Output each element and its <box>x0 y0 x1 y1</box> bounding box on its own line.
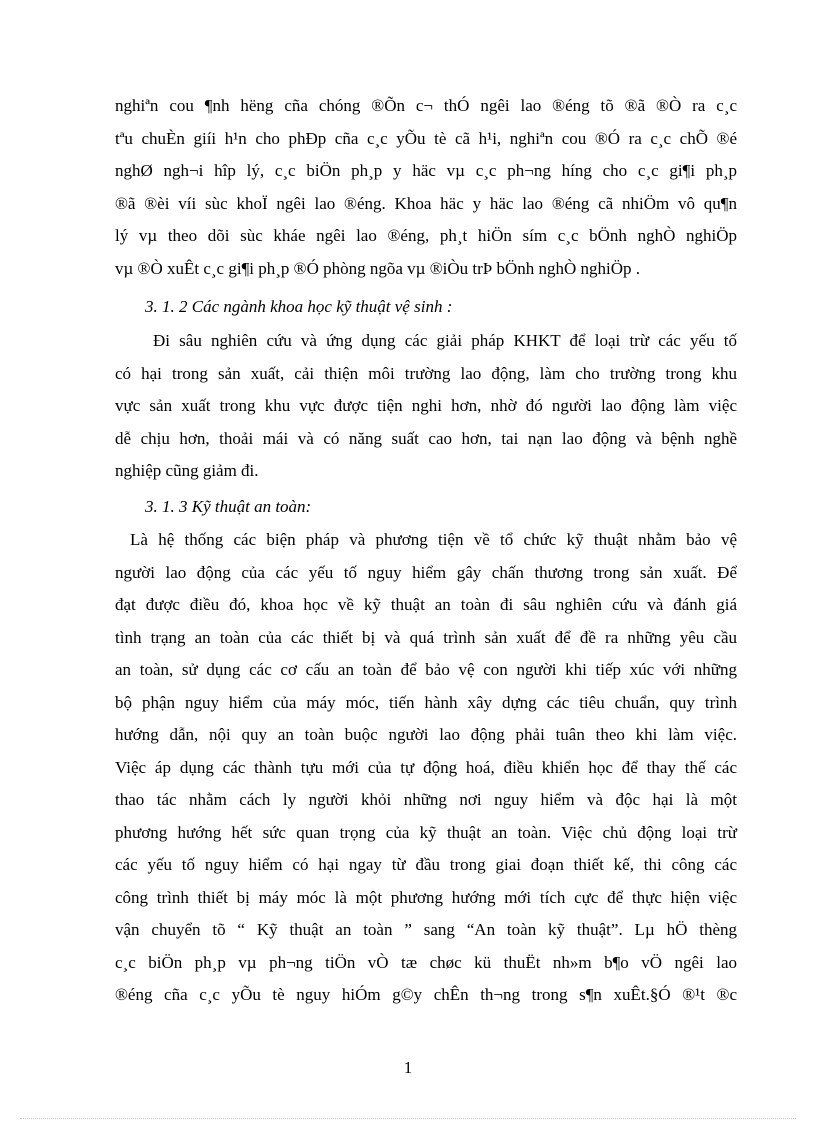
text-line: lý vµ theo dõi sùc kháe ngêi lao ®éng, ph¸t hiÖn sím c¸c bÖnh nghÒ nghiÖp <box>115 226 737 245</box>
text-line: nghiệp cũng giảm đi. <box>115 461 259 480</box>
text-line: an toàn, sử dụng các cơ cấu an toàn để bảo vệ con người khi tiếp xúc với những <box>115 660 737 679</box>
text-line: có hại trong sản xuất, cải thiện môi trường lao động, làm cho trường trong khu <box>115 363 737 383</box>
text-line: phương hướng hết sức quan trọng của kỹ thuật an toàn. Việc chủ động loại trừ <box>115 822 737 842</box>
text-line: Việc áp dụng các thành tựu mới của tự động hoá, điều khiển học để thay thế các <box>115 757 737 777</box>
section-heading-3-1-2: 3. 1. 2 Các ngành khoa học kỹ thuật vệ sinh : <box>145 297 453 316</box>
text-line: Đi sâu nghiên cứu và ứng dụng các giải pháp KHKT để loại trừ các yếu tố <box>153 331 737 350</box>
paragraph-occupational-medicine <box>115 90 737 285</box>
section-heading-3-1-3: 3. 1. 3 Kỹ thuật an toàn: <box>145 497 312 516</box>
paragraph-safety-engineering <box>115 524 737 1012</box>
text-line: thao tác nhằm cách ly người khỏi những nơi nguy hiểm và độc hại là một <box>115 790 737 809</box>
text-line: nghØ ngh¬i hîp lý, c¸c biÖn ph¸p y häc vµ c¸c ph¬ng híng cho c¸c gi¶i ph¸p <box>115 161 737 180</box>
text-line: hướng dẫn, nội quy an toàn buộc người lao động phải tuân theo khi làm việc. <box>115 725 737 744</box>
text-line: ®éng cña c¸c yÕu tè nguy hiÓm g©y chÊn th¬ng trong s¶n xuÊt.§Ó ®¹t ®c <box>115 985 737 1004</box>
text-line: bộ phận nguy hiểm của máy móc, tiến hành xây dựng các tiêu chuẩn, quy trình <box>115 692 737 712</box>
text-line: tình trạng an toàn của các thiết bị và quá trình sản xuất để đề ra những yêu cầu <box>115 627 737 647</box>
text-line: c¸c biÖn ph¸p vµ ph¬ng tiÖn vÒ tæ chøc kü thuËt nh»m b¶o vÖ ngêi lao <box>115 952 737 972</box>
text-line: vận chuyển tõ “ Kỹ thuật an toàn ” sang “An toàn kỹ thuật”. Lµ hÖ thèng <box>115 920 737 939</box>
text-line: dễ chịu hơn, thoải mái và có năng suất cao hơn, tai nạn lao động và bệnh nghề <box>115 428 737 448</box>
paragraph-hygiene-engineering <box>115 325 737 488</box>
text-line: Là hệ thống các biện pháp và phương tiện về tổ chức kỹ thuật nhằm bảo vệ <box>130 530 737 549</box>
text-line: đạt được điều đó, khoa học về kỹ thuật an toàn đi sâu nghiên cứu và đánh giá <box>115 595 737 614</box>
text-line: ®ã ®èi víi sùc khoÏ ngêi lao ®éng. Khoa häc y häc lao ®éng cã nhiÖm vô qu¶n <box>115 193 737 213</box>
text-line: tªu chuÈn giíi h¹n cho phÐp cña c¸c yÕu tè cã h¹i, nghiªn cou ®Ó ra c¸c chÕ ®é <box>115 128 737 148</box>
text-line: các yếu tố nguy hiểm có hại ngay từ đầu trong giai đoạn thiết kế, thi công các <box>115 855 737 874</box>
footer-dotted-rule <box>20 1118 796 1119</box>
page-number: 1 <box>403 1058 413 1077</box>
text-line: vực sản xuất trong khu vực được tiện nghi hơn, nhờ đó người lao động làm việc <box>115 396 737 415</box>
text-line: công trình thiết bị máy móc là một phương hướng mới tích cực để thực hiện việc <box>115 887 737 907</box>
text-line: người lao động của các yếu tố nguy hiểm gây chấn thương trong sản xuất. Để <box>115 562 737 582</box>
text-line: nghiªn cou ¶nh hëng cña chóng ®Õn c¬ thÓ ngêi lao ®éng tõ ®ã ®Ò ra c¸c <box>115 96 737 115</box>
text-line: vµ ®Ò xuÊt c¸c gi¶i ph¸p ®Ó phòng ngõa vµ ®iÒu trÞ bÖnh nghÒ nghiÖp . <box>115 258 640 278</box>
